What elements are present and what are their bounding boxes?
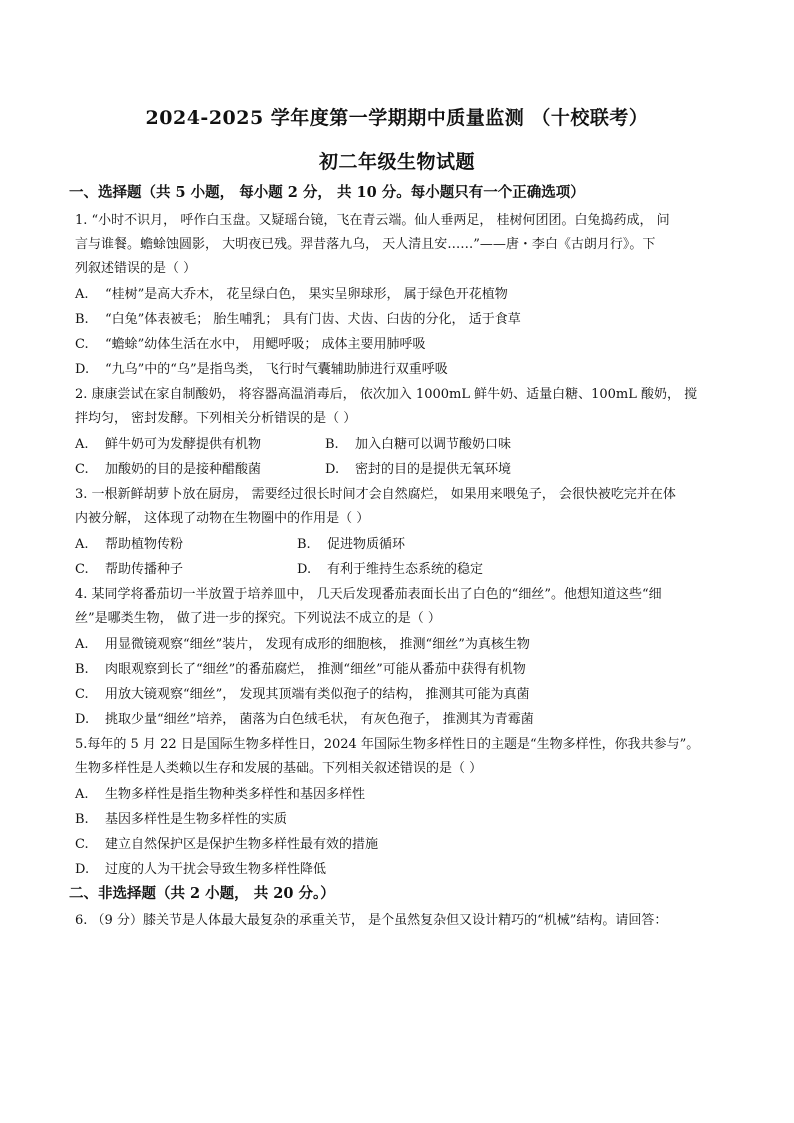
q2-stem-line-2: 拌均匀， 密封发酵。下列相关分析错误的是（ ） [75,411,357,426]
q3-option-a: A. 帮助植物传粉 [75,537,184,552]
q1-option-b: B. “白兔”体表被毛； 胎生哺乳； 具有门齿、犬齿、臼齿的分化， 适于食草 [75,312,521,327]
q3-option-b: B. 促进物质循环 [297,537,406,552]
q1-option-d: D. “九乌”中的“乌”是指鸟类， 飞行时气囊辅助肺进行双重呼吸 [75,362,448,377]
q5-stem-line-2: 生物多样性是人类赖以生存和发展的基础。下列相关叙述错误的是（ ） [75,761,483,776]
q4-option-c: C. 用放大镜观察“细丝”， 发现其顶端有类似孢子的结构， 推测其可能为真菌 [75,687,530,702]
section-2-heading: 二、非选择题（共 2 小题， 共 20 分。） [69,885,335,902]
q3-option-c: C. 帮助传播种子 [75,562,184,577]
q5-option-c: C. 建立自然保护区是保护生物多样性最有效的措施 [75,837,379,852]
q2-option-d: D. 密封的目的是提供无氧环境 [325,462,512,477]
q1-stem-line-3: 列叙述错误的是（ ） [75,261,197,276]
q1-stem-line-1: 1. “小时不识月， 呼作白玉盘。又疑瑶台镜，飞在青云端。仙人垂两足， 桂树何团团。白兔捣药成， 问 [75,213,670,228]
q1-option-a: A. “桂树”是高大乔木， 花呈绿白色， 果实呈卵球形， 属于绿色开花植物 [75,287,508,302]
q4-option-a: A. 用显微镜观察“细丝”装片， 发现有成形的细胞核， 推测“细丝”为真核生物 [75,637,530,652]
section-1-heading: 一、选择题（共 5 小题， 每小题 2 分， 共 10 分。每小题只有一个正确选项） [69,184,585,201]
exam-subtitle: 初二年级生物试题 [318,151,475,173]
q3-option-d: D. 有利于维持生态系统的稳定 [297,562,484,577]
q5-option-a: A. 生物多样性是指生物种类多样性和基因多样性 [75,787,366,802]
q5-option-b: B. 基因多样性是生物多样性的实质 [75,812,288,827]
q1-stem-line-2: 言与谁餐。蟾蜍蚀圆影， 大明夜已残。羿昔落九乌， 天人清且安……”——唐・李白《古朗月行》。下 [75,237,656,252]
q2-option-b: B. 加入白糖可以调节酸奶口味 [325,437,512,452]
q1-option-c: C. “蟾蜍”幼体生活在水中， 用鳃呼吸； 成体主要用肺呼吸 [75,337,426,352]
exam-title: 2024-2025 学年度第一学期期中质量监测 （十校联考） [145,107,649,129]
q2-option-c: C. 加酸奶的目的是接种醋酸菌 [75,462,262,477]
q4-stem-line-2: 丝”是哪类生物， 做了进一步的探究。下列说法不成立的是（ ） [75,611,441,626]
q3-stem-line-2: 内被分解， 这体现了动物在生物圈中的作用是（ ） [75,511,370,526]
q2-option-a: A. 鲜牛奶可为发酵提供有机物 [75,437,262,452]
q4-stem-line-1: 4. 某同学将番茄切一半放置于培养皿中， 几天后发现番茄表面长出了白色的“细丝”。他想知道这些“细 [75,587,662,602]
q5-stem-line-1: 5.每年的 5 月 22 日是国际生物多样性日，2024 年国际生物多样性日的主题是“生物多样性，你我共参与”。 [75,737,700,752]
q4-option-d: D. 挑取少量“细丝”培养， 菌落为白色绒毛状， 有灰色孢子， 推测其为青霉菌 [75,712,534,727]
q5-option-d: D. 过度的人为干扰会导致生物多样性降低 [75,862,327,877]
q2-stem-line-1: 2. 康康尝试在家自制酸奶， 将容器高温消毒后， 依次加入 1000mL 鲜牛奶、适量白糖、100mL 酸奶， 搅 [75,387,698,402]
q3-stem-line-1: 3. 一根新鲜胡萝卜放在厨房， 需要经过很长时间才会自然腐烂， 如果用来喂兔子， 会很快被吃完并在体 [75,487,676,502]
q6-stem: 6. （9 分）膝关节是人体最大最复杂的承重关节， 是个虽然复杂但又设计精巧的“机械”结构。请回答： [75,913,668,928]
q4-option-b: B. 肉眼观察到长了“细丝”的番茄腐烂， 推测“细丝”可能从番茄中获得有机物 [75,662,526,677]
